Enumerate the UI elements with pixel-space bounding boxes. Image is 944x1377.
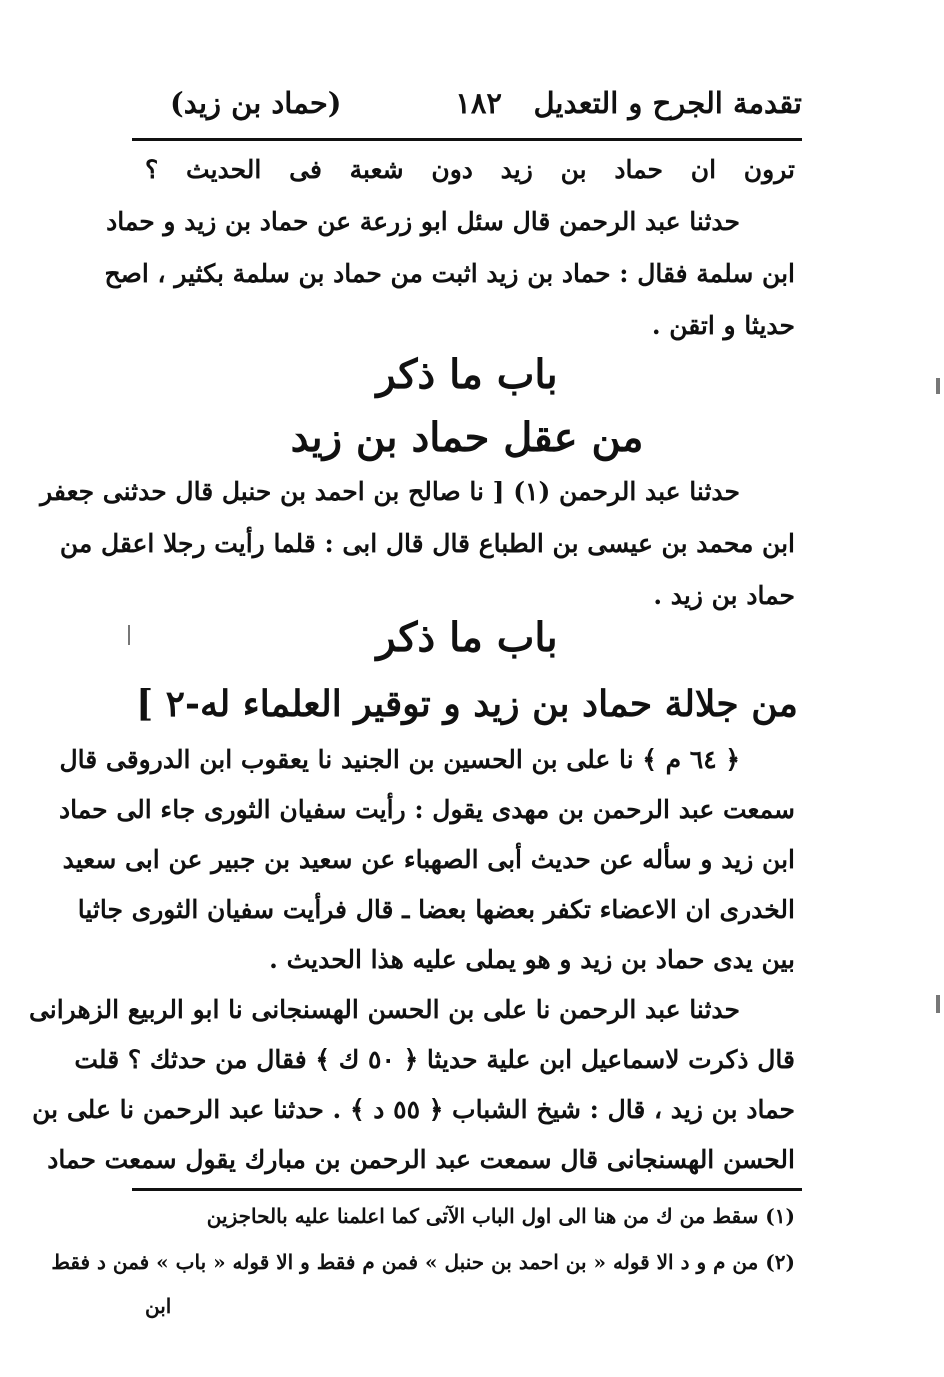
section-paragraph <box>28 740 795 1180</box>
section-paragraph <box>40 472 795 622</box>
section-heading: باب ما ذكر <box>376 351 558 398</box>
text-line: ﴿ ٦٤ م ﴾ نا على بن الحسين بن الجنيد نا يعقوب ابن الدروقى قال <box>59 745 740 774</box>
section-heading: من عقل حماد بن زيد <box>290 414 644 461</box>
text-line: حديثا و اتقن . <box>651 311 795 340</box>
text-line: الحسن الهسنجانى قال سمعت عبد الرحمن بن مبارك يقول سمعت حماد <box>47 1145 795 1174</box>
book-title: تقدمة الجرح و التعديل <box>533 86 802 120</box>
text-line: حدثنا عبد الرحمن قال سئل ابو زرعة عن حماد بن زيد و حماد <box>106 207 740 236</box>
footnote: (٢) من م و د الا قوله « بن احمد بن حنبل » فمن م فقط و الا قوله « باب » فمن د فقط <box>51 1250 795 1274</box>
running-head: (حماد بن زيد) <box>170 86 342 120</box>
page-header <box>132 78 802 128</box>
text-line: الخدرى ان الاعضاء تكفر بعضها بعضا ـ قال فرأيت سفيان الثورى جاثيا <box>77 895 795 924</box>
text-line: حدثنا عبد الرحمن نا على بن الحسن الهسنجانى نا ابو الربيع الزهرانى <box>28 995 740 1024</box>
text-line: بين يدى حماد بن زيد و هو يملى عليه هذا الحديث . <box>269 945 795 974</box>
text-line: ترون ان حماد بن زيد دون شعبة فى الحديث ؟ <box>145 155 795 184</box>
text-line: ابن سلمة فقال : حماد بن زيد اثبت من حماد بن سلمة بكثير ، اصح <box>104 259 795 288</box>
text-line: سمعت عبد الرحمن بن مهدى يقول : رأيت سفيان الثورى جاء الى حماد <box>58 795 795 824</box>
text-line: حدثنا عبد الرحمن (١) [ نا صالح بن احمد بن حنبل قال حدثنى جعفر <box>40 477 740 506</box>
intro-paragraph <box>104 150 795 350</box>
scan-artifact <box>936 378 940 394</box>
section-heading: من جلالة حماد بن زيد و توقير العلماء له-٢ ] <box>136 683 798 725</box>
footnotes <box>51 1198 795 1328</box>
text-line: حماد بن زيد . <box>653 581 795 610</box>
text-line: ابن محمد بن عيسى بن الطباع قال قال ابى : قلما رأيت رجلا اعقل من <box>59 529 795 558</box>
header-rule <box>132 138 802 141</box>
text-line: ابن زيد و سأله عن حديث أبى الصهباء عن سعيد بن جبير عن ابى سعيد <box>62 845 795 874</box>
text-line: حماد بن زيد ، قال : شيخ الشباب ﴿ ٥٥ د ﴾ . حدثنا عبد الرحمن نا على بن <box>32 1095 795 1124</box>
text-line: قال ذكرت لاسماعيل ابن علية حديثا ﴿ ٥٠ ك ﴾ فقال من حدثك ؟ قلت <box>74 1045 795 1074</box>
footnote-rule <box>132 1188 802 1191</box>
section-heading: باب ما ذكر <box>376 614 558 661</box>
scan-artifact <box>936 995 940 1013</box>
footnote-continuation: ابن <box>145 1294 172 1318</box>
footnote: (١) سقط من ك من هنا الى اول الباب الآتى كما اعلمنا عليه بالحاجزين <box>206 1204 795 1228</box>
page-number: ١٨٢ <box>455 86 502 120</box>
scan-artifact <box>128 625 130 645</box>
